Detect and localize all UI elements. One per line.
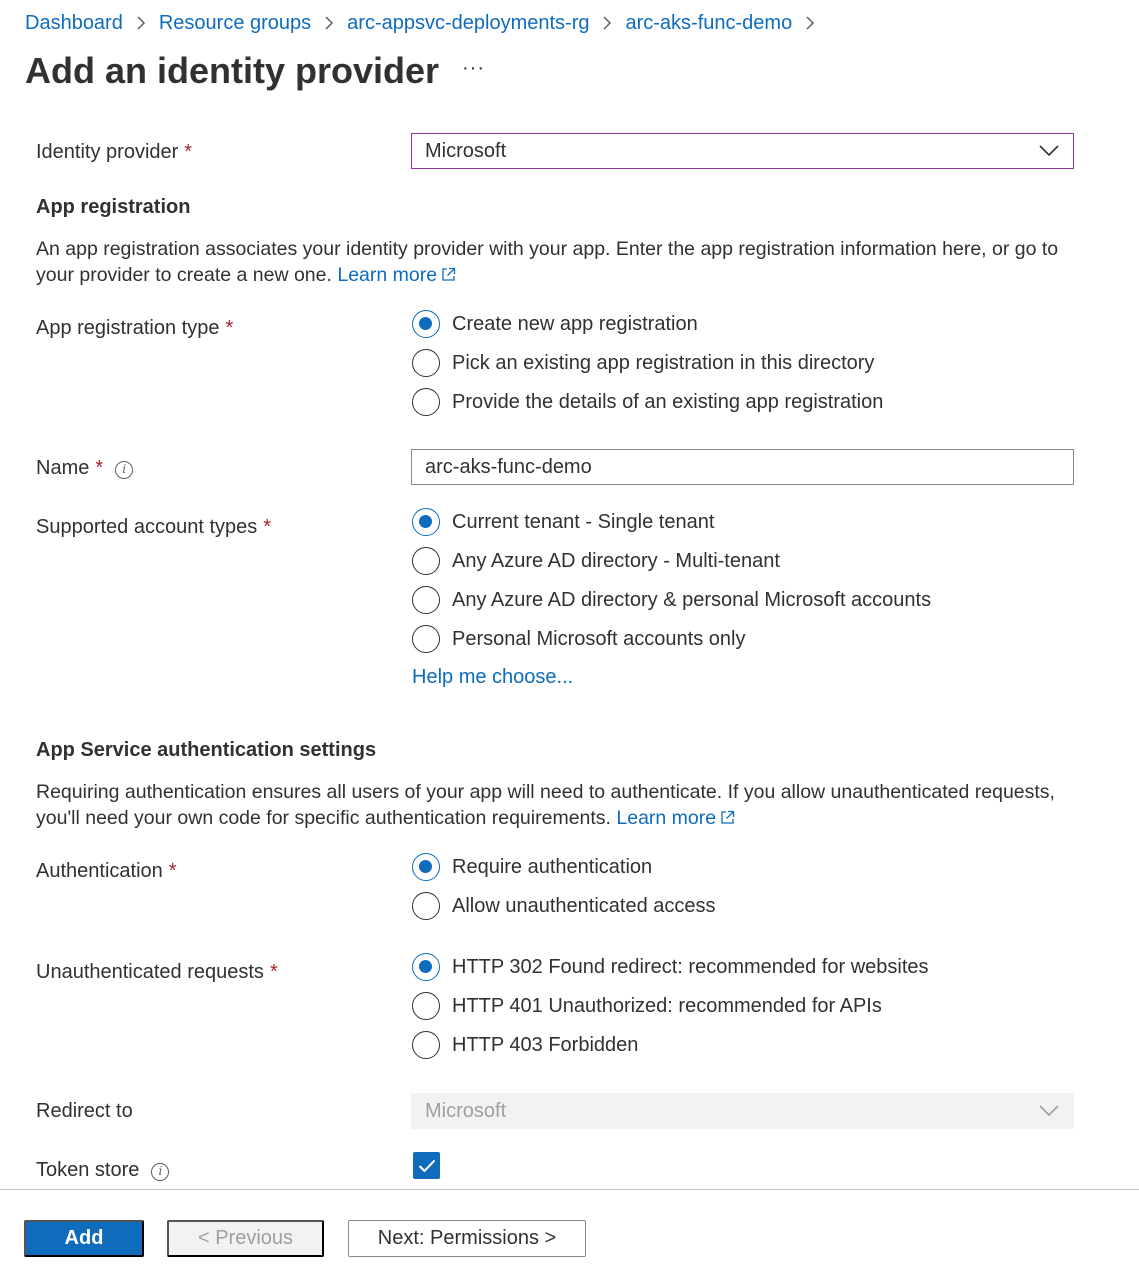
page-title: Add an identity provider (25, 50, 440, 91)
radio-circle (412, 953, 440, 981)
radio-label: Personal Microsoft accounts only (452, 627, 746, 650)
learn-more-text: Learn more (616, 807, 717, 829)
radio-circle (412, 547, 440, 575)
radio-circle (412, 1031, 440, 1059)
learn-more-text: Learn more (337, 264, 438, 286)
name-input-value: arc-aks-func-demo (425, 455, 592, 478)
radio-label: Allow unauthenticated access (452, 894, 716, 917)
info-icon[interactable]: i (151, 1163, 169, 1181)
radio-label: Any Azure AD directory & personal Microsoft accounts (452, 588, 932, 611)
radio-http-403[interactable] (412, 1031, 638, 1059)
chevron-right-icon (805, 16, 815, 30)
chevron-right-icon (602, 16, 612, 30)
radio-label: Current tenant - Single tenant (452, 510, 715, 533)
app-registration-description (36, 236, 1086, 288)
footer-action-bar (0, 1189, 1139, 1276)
radio-circle (412, 853, 440, 881)
redirect-to-label: Redirect to (36, 1100, 133, 1122)
more-options-icon[interactable]: ··· (462, 57, 485, 79)
required-marker: * (184, 141, 193, 163)
radio-label: Require authentication (452, 855, 653, 878)
radio-label: Provide the details of an existing app registration (452, 390, 884, 413)
radio-allow-unauthenticated[interactable] (412, 892, 716, 920)
radio-circle (412, 349, 440, 377)
radio-http-401[interactable] (412, 992, 882, 1020)
radio-multi-tenant[interactable] (412, 547, 780, 575)
name-label (36, 457, 133, 480)
app-registration-description-text: An app registration associates your identity provider with your app. Enter the app registration information here, or go to your provider to create a new one. (36, 238, 1059, 286)
authentication-label-text: Authentication (36, 860, 163, 882)
radio-circle (412, 625, 440, 653)
add-button[interactable]: Add (24, 1220, 144, 1257)
radio-circle (412, 892, 440, 920)
radio-single-tenant[interactable] (412, 508, 714, 536)
supported-account-types-label (36, 516, 271, 539)
radio-label: Create new app registration (452, 312, 698, 335)
radio-circle (412, 992, 440, 1020)
required-marker: * (225, 317, 234, 339)
radio-require-authentication[interactable] (412, 853, 652, 881)
breadcrumb (25, 10, 828, 36)
radio-label: HTTP 403 Forbidden (452, 1033, 639, 1056)
radio-personal-only[interactable] (412, 625, 745, 653)
radio-label: HTTP 401 Unauthorized: recommended for APIs (452, 994, 882, 1017)
token-store-label-text: Token store (36, 1159, 140, 1181)
unauthenticated-requests-label-text: Unauthenticated requests (36, 961, 264, 983)
radio-pick-existing-app-registration[interactable] (412, 349, 874, 377)
identity-provider-label (36, 141, 192, 164)
radio-provide-existing-details[interactable] (412, 388, 883, 416)
radio-label: Pick an existing app registration in this directory (452, 351, 875, 374)
name-label-text: Name (36, 457, 90, 479)
breadcrumb-dashboard[interactable]: Dashboard (25, 11, 123, 34)
radio-label: Any Azure AD directory - Multi-tenant (452, 549, 780, 572)
chevron-down-icon (1039, 1105, 1059, 1117)
radio-create-new-app-registration[interactable] (412, 310, 698, 338)
external-link-icon (720, 810, 735, 825)
radio-http-302[interactable] (412, 953, 929, 981)
unauthenticated-requests-label (36, 961, 278, 984)
authentication-label (36, 860, 177, 883)
chevron-down-icon (1039, 145, 1059, 157)
required-marker: * (263, 516, 272, 538)
next-permissions-button[interactable]: Next: Permissions > (348, 1220, 586, 1257)
learn-more-link[interactable] (616, 807, 735, 829)
redirect-to-value: Microsoft (425, 1099, 507, 1122)
required-marker: * (168, 860, 177, 882)
token-store-label (36, 1159, 169, 1182)
breadcrumb-resource-groups[interactable]: Resource groups (158, 11, 312, 34)
chevron-right-icon (136, 16, 146, 30)
identity-provider-value: Microsoft (425, 139, 507, 162)
radio-circle (412, 388, 440, 416)
name-input[interactable] (411, 449, 1074, 485)
required-marker: * (269, 961, 278, 983)
radio-multi-tenant-personal[interactable] (412, 586, 931, 614)
radio-label: HTTP 302 Found redirect: recommended for websites (452, 955, 929, 978)
identity-provider-dropdown[interactable] (411, 133, 1074, 169)
radio-circle (412, 310, 440, 338)
previous-button: < Previous (167, 1220, 324, 1257)
redirect-to-dropdown (411, 1093, 1074, 1129)
app-registration-type-label (36, 317, 233, 340)
breadcrumb-app[interactable]: arc-aks-func-demo (625, 11, 793, 34)
identity-provider-label-text: Identity provider (36, 141, 179, 163)
auth-settings-description-text: Requiring authentication ensures all users of your app will need to authenticate. If you allow unauthenticated requests, you'll need your own code for specific authentication requirements. (36, 781, 1055, 829)
learn-more-link[interactable] (337, 264, 456, 286)
app-registration-type-label-text: App registration type (36, 317, 220, 339)
radio-circle (412, 586, 440, 614)
radio-circle (412, 508, 440, 536)
app-registration-heading: App registration (36, 196, 191, 218)
checkmark-icon (418, 1159, 436, 1173)
external-link-icon (441, 267, 456, 282)
auth-settings-description (36, 779, 1086, 831)
info-icon[interactable]: i (115, 461, 133, 479)
help-me-choose-link[interactable]: Help me choose... (412, 666, 574, 688)
breadcrumb-resource-group[interactable]: arc-appsvc-deployments-rg (347, 11, 590, 34)
auth-settings-heading: App Service authentication settings (36, 739, 377, 761)
chevron-right-icon (324, 16, 334, 30)
required-marker: * (95, 457, 104, 479)
supported-account-types-label-text: Supported account types (36, 516, 258, 538)
token-store-checkbox[interactable] (413, 1152, 440, 1179)
